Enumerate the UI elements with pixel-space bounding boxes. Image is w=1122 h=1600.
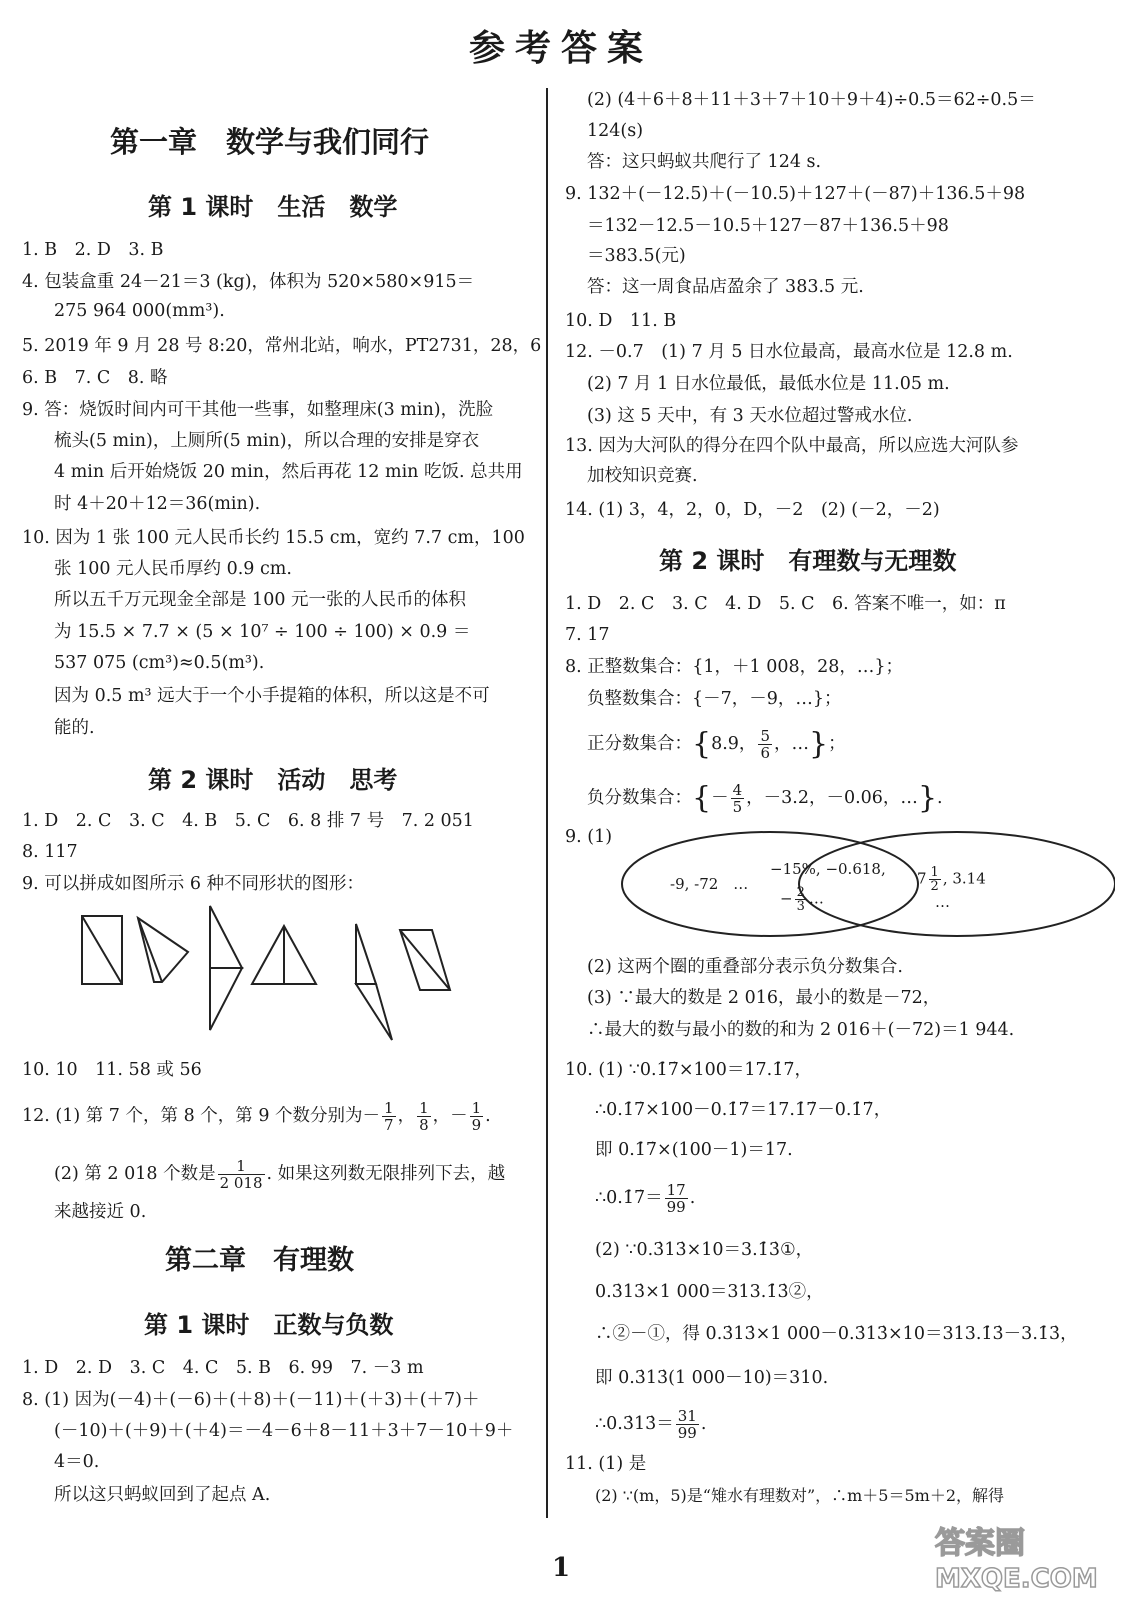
answer-line: 4＝0. bbox=[54, 1452, 100, 1472]
venn-middle-label-2: − $\frac{2}{3}$ … bbox=[780, 885, 824, 914]
fraction: $\frac{1}{2 018}$ bbox=[219, 1157, 263, 1192]
answer-line: (2) 这两个圈的重叠部分表示负分数集合. bbox=[587, 957, 903, 977]
answer-line: (2) ∵0.3̇13̇×10＝3.1̇3̇①， bbox=[595, 1240, 814, 1260]
answer-line: 4. 包装盒重 24－21＝3 (kg)，体积为 520×580×915＝ bbox=[22, 272, 475, 292]
fraction: $\frac{4}{5}$ bbox=[732, 781, 743, 816]
answer-line: (2) ∵(m，5)是“雉水有理数对”，∴m＋5＝5m＋2，解得 bbox=[595, 1486, 1005, 1505]
answer-line: 即 0.1̇7̇×(100－1)＝17. bbox=[595, 1140, 793, 1160]
answer-line: 12. －0.7 (1) 7 月 5 日水位最高，最高水位是 12.8 m. bbox=[565, 342, 1013, 362]
answer-line: 13. 因为大河队的得分在四个队中最高，所以应选大河队参 bbox=[565, 436, 1019, 456]
answer-line: 10. 10 11. 58 或 56 bbox=[22, 1060, 202, 1080]
section-heading: 第 2 课时 有理数与无理数 bbox=[659, 547, 957, 575]
answer-line: 所以这只蚂蚁回到了起点 A. bbox=[54, 1485, 271, 1505]
answer-line: 9. (1) bbox=[565, 827, 613, 847]
answer-line: 因为 0.5 m³ 远大于一个小手提箱的体积，所以这是不可 bbox=[54, 686, 490, 706]
venn-middle-label: −15%, −0.618, bbox=[770, 860, 886, 878]
shapes-figure bbox=[70, 900, 490, 1050]
answer-line: 10. 因为 1 张 100 元人民币长约 15.5 cm，宽约 7.7 cm，100 bbox=[22, 528, 525, 548]
answer-line: 12. (1) 第 7 个，第 8 个，第 9 个数分别为－ $\frac{1}{7}$ ， $\frac{1}{8}$ ，－ $\frac{1}{9}$ . bbox=[22, 1099, 491, 1134]
venn-right-label: 7 $\frac{1}{2}$ , 3.14 bbox=[917, 865, 986, 894]
section-heading: 第 1 课时 正数与负数 bbox=[144, 1311, 394, 1339]
answer-line: 来越接近 0. bbox=[54, 1202, 147, 1222]
section-heading: 第 2 课时 活动 思考 bbox=[148, 766, 398, 794]
column-divider bbox=[546, 88, 548, 1518]
fraction: $\frac{5}{6}$ bbox=[760, 727, 770, 762]
answer-line: 1. D 2. C 3. C 4. B 5. C 6. 8 排 7 号 7. 2 051 bbox=[22, 811, 474, 831]
answer-line: 6. B 7. C 8. 略 bbox=[22, 368, 168, 388]
answer-line: ∴0.1̇7̇＝ $\frac{17}{99}$ . bbox=[595, 1181, 696, 1216]
answer-line: 1. D 2. C 3. C 4. D 5. C 6. 答案不唯一，如：π bbox=[565, 594, 1006, 614]
answer-line: 5. 2019 年 9 月 28 号 8:20，常州北站，响水，PT2731，28，6 bbox=[22, 336, 542, 356]
answer-line: (3) ∵最大的数是 2 016，最小的数是－72， bbox=[587, 988, 941, 1008]
answer-line: 时 4＋20＋12＝36(min). bbox=[54, 494, 261, 514]
kite-shape bbox=[138, 918, 188, 982]
answer-line: 所以五千万元现金全部是 100 元一张的人民币的体积 bbox=[54, 590, 467, 610]
fraction: $\frac{1}{7}$ bbox=[384, 1099, 394, 1134]
answer-line: 答：这只蚂蚁共爬行了 124 s. bbox=[587, 152, 822, 172]
answer-line: 为 15.5 × 7.7 × (5 × 10⁷ ÷ 100 ÷ 100) × 0.9 ＝ bbox=[54, 622, 471, 642]
venn-right-label-2: … bbox=[935, 893, 950, 911]
answer-line: 14. (1) 3，4，2，0，D，－2 (2) (－2，－2) bbox=[565, 500, 940, 520]
answer-line: 张 100 元人民币厚约 0.9 cm. bbox=[54, 559, 292, 579]
answer-line: 正分数集合：{8.9， $\frac{5}{6}$ ，…}； bbox=[587, 726, 846, 762]
venn-left-label: -9, -72 … bbox=[670, 875, 749, 893]
chapter-heading: 第二章 有理数 bbox=[165, 1245, 354, 1276]
answer-line: 0.3̇13̇×1 000＝313.1̇3̇②， bbox=[595, 1282, 824, 1302]
answer-line: 负分数集合：{－ $\frac{4}{5}$ ，－3.2，－0.06，…}. bbox=[587, 780, 943, 816]
answer-line: 加校知识竞赛. bbox=[587, 466, 698, 486]
answer-line: (2) 7 月 1 日水位最低，最低水位是 11.05 m. bbox=[587, 374, 950, 394]
answer-line: 124(s) bbox=[587, 121, 644, 141]
answer-line: 4 min 后开始烧饭 20 min，然后再花 12 min 吃饭. 总共用 bbox=[54, 462, 523, 482]
fraction: $\frac{1}{9}$ bbox=[471, 1099, 482, 1134]
answer-line: 9. 答：烧饭时间内可干其他一些事，如整理床(3 min)，洗脸 bbox=[22, 400, 494, 420]
answer-line: 梳头(5 min)，上厕所(5 min)，所以合理的安排是穿衣 bbox=[54, 431, 480, 451]
fraction: $\frac{31}{99}$ bbox=[677, 1407, 697, 1442]
answer-line: 537 075 (cm³)≈0.5(m³). bbox=[54, 653, 265, 673]
answer-line: 11. (1) 是 bbox=[565, 1454, 647, 1474]
answer-line: 275 964 000(mm³). bbox=[54, 301, 225, 321]
answer-line: 负整数集合：{－7，－9，…}； bbox=[587, 689, 842, 709]
answer-line: (2) 第 2 018 个数是 $\frac{1}{2 018}$ . 如果这列数无限排列下去，越 bbox=[54, 1157, 506, 1192]
answer-line: 8. (1) 因为(－4)＋(－6)＋(＋8)＋(－11)＋(＋3)＋(＋7)＋ bbox=[22, 1390, 480, 1410]
answer-line: 9. 132＋(－12.5)＋(－10.5)＋127＋(－87)＋136.5＋98 bbox=[565, 184, 1026, 204]
answer-line: (－10)＋(＋9)＋(＋4)＝－4－6＋8－11＋3＋7－10＋9＋ bbox=[54, 1421, 514, 1441]
watermark-logo bbox=[925, 1515, 1115, 1595]
answer-line: ∴②－①，得 0.3̇13̇×1 000－0.3̇13̇×10＝313.1̇3̇－3.1̇3̇， bbox=[595, 1324, 1078, 1344]
answer-line: 能的. bbox=[54, 718, 95, 738]
watermark-url: MXQE.COM bbox=[935, 1564, 1098, 1594]
page-number: 1 bbox=[551, 1553, 571, 1583]
answer-line: ＝383.5(元) bbox=[587, 246, 686, 266]
answer-line: 10. D 11. B bbox=[565, 311, 677, 331]
fraction: $\frac{17}{99}$ bbox=[666, 1181, 686, 1216]
watermark-cn: 答案圈 bbox=[935, 1526, 1025, 1561]
answer-line: (3) 这 5 天中，有 3 天水位超过警戒水位. bbox=[587, 406, 913, 426]
answer-line: ∴0.1̇7̇×100－0.1̇7̇＝17.1̇7̇－0.1̇7̇， bbox=[595, 1100, 892, 1120]
answer-line: (2) (4＋6＋8＋11＋3＋7＋10＋9＋4)÷0.5＝62÷0.5＝ bbox=[587, 90, 1036, 110]
page-title: 参考答案 bbox=[468, 28, 653, 69]
answer-line: ＝132－12.5－10.5＋127－87＋136.5＋98 bbox=[587, 216, 949, 236]
answer-line: ∴最大的数与最小的数的和为 2 016＋(－72)＝1 944. bbox=[587, 1020, 1015, 1040]
triangle-top bbox=[210, 906, 242, 968]
answer-line: 8. 117 bbox=[22, 842, 78, 862]
answer-line: 8. 正整数集合：{1，＋1 008，28，…}； bbox=[565, 657, 904, 677]
answer-line: ∴0.3̇13̇＝ $\frac{31}{99}$ . bbox=[595, 1407, 707, 1442]
left-ellipse bbox=[622, 832, 918, 936]
tall-shape bbox=[356, 924, 376, 984]
fraction: $\frac{1}{8}$ bbox=[419, 1099, 429, 1134]
answer-line: 1. D 2. D 3. C 4. C 5. B 6. 99 7. －3 m bbox=[22, 1358, 424, 1378]
answer-line: 10. (1) ∵0.1̇7̇×100＝17.1̇7̇， bbox=[565, 1060, 813, 1080]
section-heading: 第 1 课时 生活 数学 bbox=[148, 193, 398, 221]
answer-line: 答：这一周食品店盈余了 383.5 元. bbox=[587, 277, 864, 297]
answer-line: 7. 17 bbox=[565, 625, 610, 645]
answer-line: 9. 可以拼成如图所示 6 种不同形状的图形： bbox=[22, 874, 365, 894]
answer-line: 即 0.3̇13̇(1 000－10)＝310. bbox=[595, 1368, 829, 1388]
chapter-heading: 第一章 数学与我们同行 bbox=[110, 125, 430, 159]
answer-line: 1. B 2. D 3. B bbox=[22, 240, 164, 260]
